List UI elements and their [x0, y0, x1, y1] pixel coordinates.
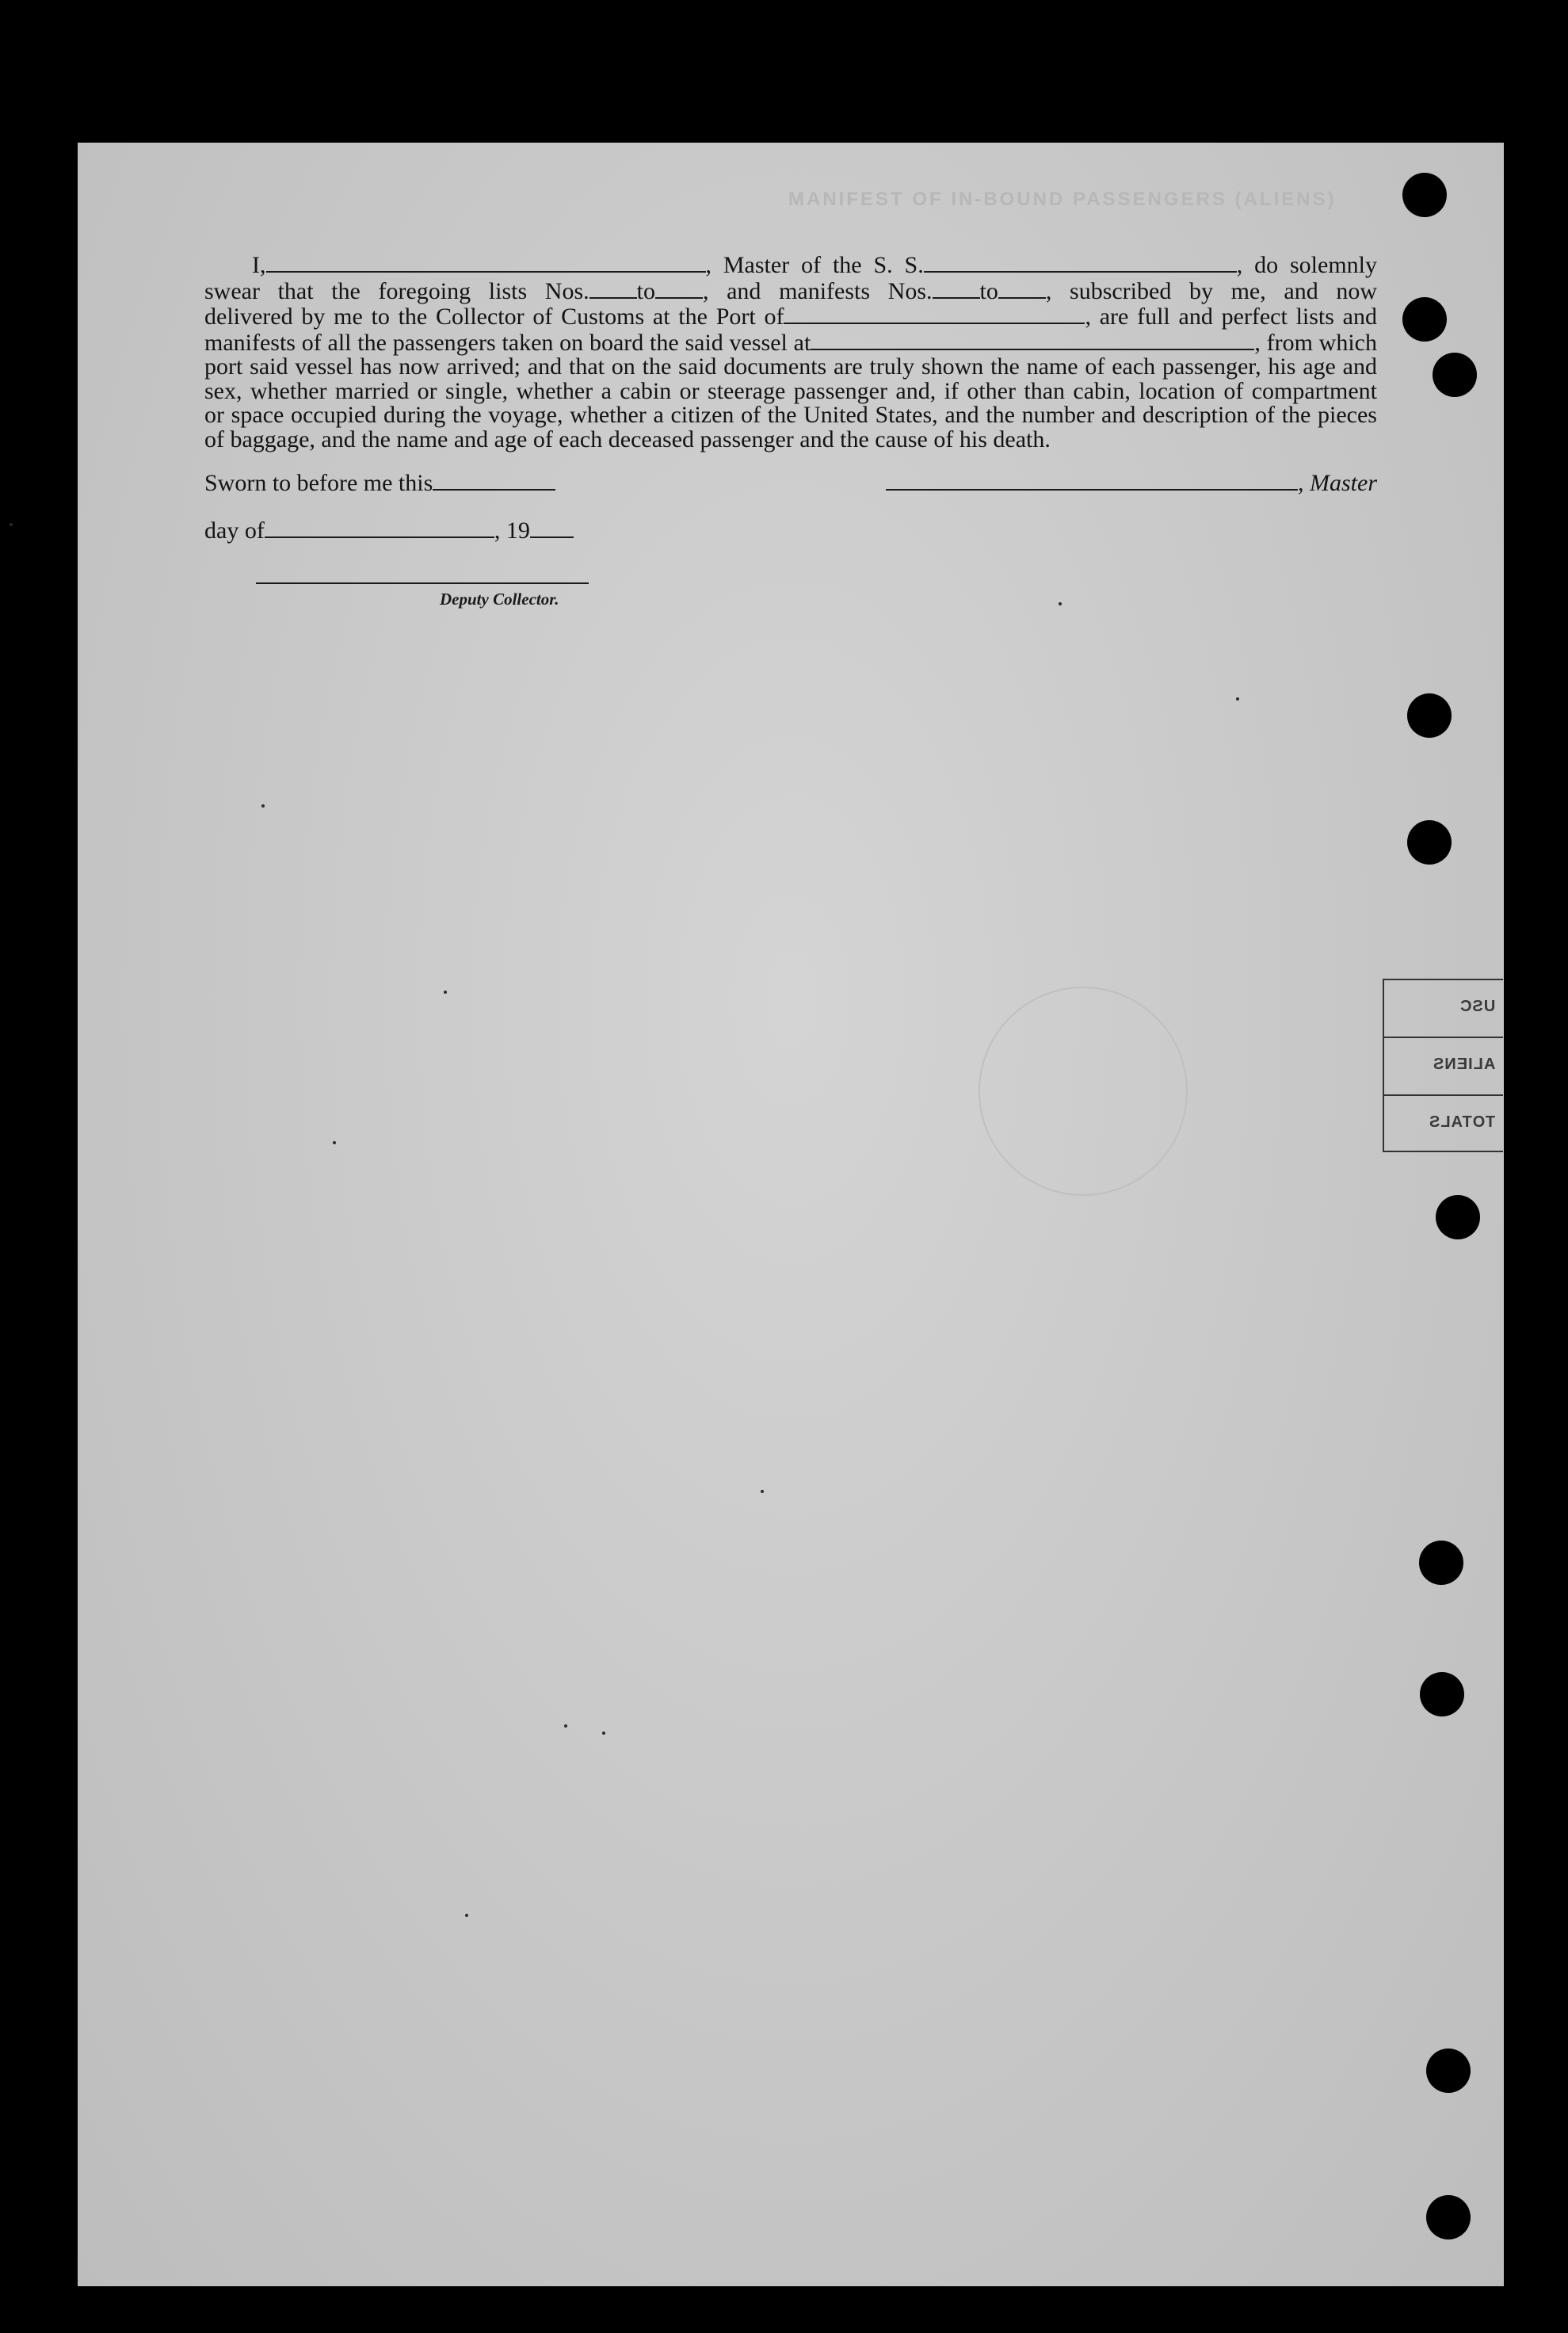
month-blank [265, 517, 494, 538]
vessel-name-blank [924, 252, 1237, 273]
port-blank [784, 304, 1085, 324]
speck [602, 1732, 605, 1735]
stamp-row: USC [1384, 980, 1503, 1038]
oath-line-2: swear that the foregoing lists Nos. to , and manifests Nos. to , subscribed by me, and now [204, 277, 1378, 304]
oath-paragraph [204, 252, 1377, 452]
punch-hole [1426, 2195, 1471, 2239]
master-name-blank [266, 252, 706, 273]
master-signature: , Master [886, 470, 1377, 497]
day-of-line: day of , 19 [204, 517, 574, 544]
year-blank [530, 517, 574, 538]
manifest-page [78, 143, 1504, 2286]
oath-line-6: sex, whether married or single, whether a cabin or steerage passenger and, if other than cabin, location of compartment [204, 377, 1377, 404]
punch-hole [1420, 1672, 1464, 1716]
count-stamp [1383, 979, 1503, 1152]
speck [10, 523, 13, 526]
punch-hole [1407, 820, 1452, 865]
speck [465, 1914, 468, 1917]
sworn-day-blank [433, 470, 555, 491]
speck [261, 804, 265, 808]
speck [761, 1490, 764, 1493]
oath-line-4: manifests of all the passengers taken on board the said vessel at , from which [204, 329, 1377, 356]
oath-line-8: of baggage, and the name and age of each deceased passenger and the cause of his death. [204, 426, 1051, 452]
punch-hole [1426, 2049, 1471, 2093]
deputy-collector-label: Deputy Collector. [440, 590, 559, 609]
sworn-statement: Sworn to before me this [204, 470, 555, 497]
speck [1059, 602, 1062, 605]
speck [564, 1724, 567, 1728]
oath-line-5: port said vessel has now arrived; and that on the said documents are truly shown the name of each passenger, his age and [204, 353, 1377, 380]
punch-hole [1436, 1195, 1480, 1239]
oath-line-3: delivered by me to the Collector of Customs at the Port of , are full and perfect lists and [204, 304, 1378, 330]
master-signature-blank [886, 470, 1298, 491]
punch-hole [1433, 353, 1477, 397]
oath-line-1: I, , Master of the S. S. , do solemnly [252, 252, 1377, 278]
punch-hole [1402, 173, 1447, 217]
speck [1236, 697, 1239, 701]
speck [333, 1141, 336, 1144]
faded-stamp-circle [979, 987, 1188, 1196]
speck [444, 991, 447, 994]
punch-hole [1407, 693, 1452, 738]
punch-hole [1402, 297, 1447, 342]
stamp-row: ALIENS [1384, 1038, 1503, 1096]
departure-port-blank [811, 330, 1254, 350]
deputy-signature-line [256, 582, 589, 584]
ghost-header-text: MANIFEST OF IN-BOUND PASSENGERS (ALIENS) [788, 189, 1337, 210]
punch-hole [1419, 1541, 1463, 1585]
stamp-row: TOTALS [1428, 1113, 1495, 1131]
oath-line-7: or space occupied during the voyage, whether a citizen of the United States, and the number and description of the pieces [204, 402, 1377, 428]
